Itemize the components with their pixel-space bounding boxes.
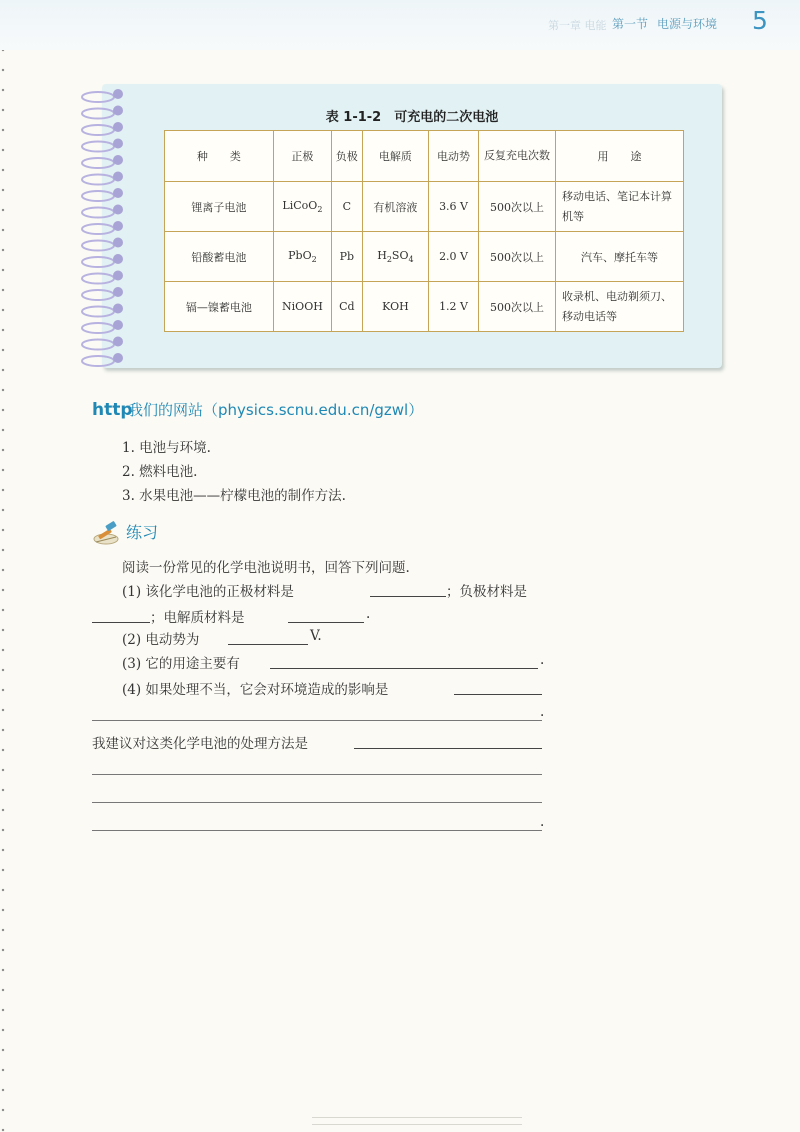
cell-electrolyte: $H_2SO_4$ <box>362 232 429 282</box>
suggestion-blank-line[interactable] <box>92 774 542 775</box>
website-item: 3. 水果电池——柠檬电池的制作方法. <box>122 488 346 504</box>
electrolyte-blank[interactable] <box>288 622 364 623</box>
cell-name: 铅酸蓄电池 <box>165 232 274 282</box>
period: . <box>540 814 545 830</box>
cell-emf: 2.0 V <box>429 232 479 282</box>
question-2-unit: V. <box>310 628 322 644</box>
table-title: 表 1-1-2 可充电的二次电池 <box>325 110 499 125</box>
spiral-hole <box>113 188 123 198</box>
header-section-number: 第一节 <box>612 17 649 31</box>
question-3-text: (3) 它的用途主要有 <box>122 656 240 672</box>
spiral-ring <box>82 125 114 135</box>
period: . <box>366 606 371 622</box>
cell-negative: Cd <box>331 282 362 332</box>
spiral-hole <box>113 139 123 149</box>
spiral-hole <box>113 353 123 363</box>
page-bottom-mark <box>312 1117 522 1125</box>
header-section-title: 电源与环境 <box>657 17 718 31</box>
cell-negative: C <box>331 182 362 232</box>
spiral-hole <box>113 221 123 231</box>
spiral-hole <box>113 172 123 182</box>
table-row <box>165 182 684 232</box>
spiral-ring <box>82 208 114 218</box>
spiral-hole <box>113 254 123 264</box>
website-title: 我们的网站（physics.scnu.edu.cn/gzwl） <box>128 401 424 419</box>
spiral-binding-icon <box>76 82 136 372</box>
spiral-hole <box>113 106 123 116</box>
question-2-text: (2) 电动势为 <box>122 632 200 648</box>
spiral-ring <box>82 175 114 185</box>
header-section <box>612 15 726 32</box>
period: . <box>540 704 545 720</box>
spiral-hole <box>113 89 123 99</box>
exercise-pen-icon <box>92 518 124 546</box>
cell-name: 锂离子电池 <box>165 182 274 232</box>
question-1-text-b: ；负极材料是 <box>446 584 527 600</box>
cell-positive: NiOOH <box>273 282 331 332</box>
suggestion-blank-line[interactable] <box>92 802 542 803</box>
spiral-ring <box>82 224 114 234</box>
spiral-hole <box>113 287 123 297</box>
binding-edge-dots <box>0 0 6 1132</box>
spiral-hole <box>113 155 123 165</box>
website-item: 2. 燃料电池. <box>122 464 198 480</box>
cell-electrolyte: 有机溶液 <box>362 182 429 232</box>
table-panel <box>102 84 722 368</box>
cell-positive: LiCoO$_2$ <box>273 182 331 232</box>
cell-emf: 1.2 V <box>429 282 479 332</box>
battery-table <box>164 130 684 332</box>
spiral-ring <box>82 257 114 267</box>
spiral-hole <box>113 304 123 314</box>
header-type: 种 类 <box>165 131 274 182</box>
cell-name: 镉—镍蓄电池 <box>165 282 274 332</box>
spiral-ring <box>82 191 114 201</box>
cell-use: 移动电话、笔记本计算机等 <box>556 182 684 232</box>
spiral-ring <box>82 340 114 350</box>
cell-emf: 3.6 V <box>429 182 479 232</box>
website-item: 1. 电池与环境. <box>122 440 211 456</box>
spiral-hole <box>113 205 123 215</box>
cell-negative: Pb <box>331 232 362 282</box>
cell-cycles: 500次以上 <box>478 232 555 282</box>
spiral-ring <box>82 241 114 251</box>
spiral-ring <box>82 92 114 102</box>
spiral-ring <box>82 307 114 317</box>
header-cycles: 反复充电次数 <box>478 131 555 182</box>
negative-material-blank[interactable] <box>92 622 150 623</box>
question-1-text-c: ；电解质材料是 <box>150 610 245 626</box>
impact-blank[interactable] <box>454 694 542 695</box>
page-header <box>0 0 800 50</box>
spiral-ring <box>82 323 114 333</box>
positive-material-blank[interactable] <box>370 596 446 597</box>
header-emf: 电动势 <box>429 131 479 182</box>
exercise-title: 练习 <box>126 523 159 542</box>
suggestion-text: 我建议对这类化学电池的处理方法是 <box>92 736 308 752</box>
page-number: 5 <box>752 6 768 35</box>
emf-blank[interactable] <box>228 644 308 645</box>
spiral-hole <box>113 238 123 248</box>
table-header-row <box>165 131 684 182</box>
http-icon <box>92 398 133 420</box>
impact-blank-line[interactable] <box>92 720 542 721</box>
spiral-hole <box>113 271 123 281</box>
cell-use: 收录机、电动剃须刀、移动电话等 <box>556 282 684 332</box>
exercise-intro: 阅读一份常见的化学电池说明书，回答下列问题. <box>122 560 410 576</box>
spiral-ring <box>82 142 114 152</box>
cell-use: 汽车、摩托车等 <box>556 232 684 282</box>
period: . <box>540 652 545 668</box>
question-4-text: (4) 如果处理不当，它会对环境造成的影响是 <box>122 682 389 698</box>
header-negative: 负极 <box>331 131 362 182</box>
suggestion-blank[interactable] <box>354 748 542 749</box>
cell-cycles: 500次以上 <box>478 182 555 232</box>
spiral-ring <box>82 109 114 119</box>
cell-positive: PbO$_2$ <box>273 232 331 282</box>
http-icon-text: http <box>92 400 133 420</box>
spiral-hole <box>113 337 123 347</box>
spiral-hole <box>113 122 123 132</box>
spiral-ring <box>82 356 114 366</box>
question-1-text: (1) 该化学电池的正极材料是 <box>122 584 294 600</box>
table-row <box>165 282 684 332</box>
header-electrolyte: 电解质 <box>362 131 429 182</box>
header-use: 用 途 <box>556 131 684 182</box>
table-row <box>165 232 684 282</box>
spiral-ring <box>82 158 114 168</box>
spiral-hole <box>113 320 123 330</box>
suggestion-blank-line[interactable] <box>92 830 542 831</box>
usage-blank[interactable] <box>270 668 538 669</box>
cell-electrolyte: KOH <box>362 282 429 332</box>
spiral-ring <box>82 274 114 284</box>
spiral-ring <box>82 290 114 300</box>
cell-cycles: 500次以上 <box>478 282 555 332</box>
header-positive: 正极 <box>273 131 331 182</box>
header-faded-chapter: 第一章 电能 <box>548 19 607 32</box>
